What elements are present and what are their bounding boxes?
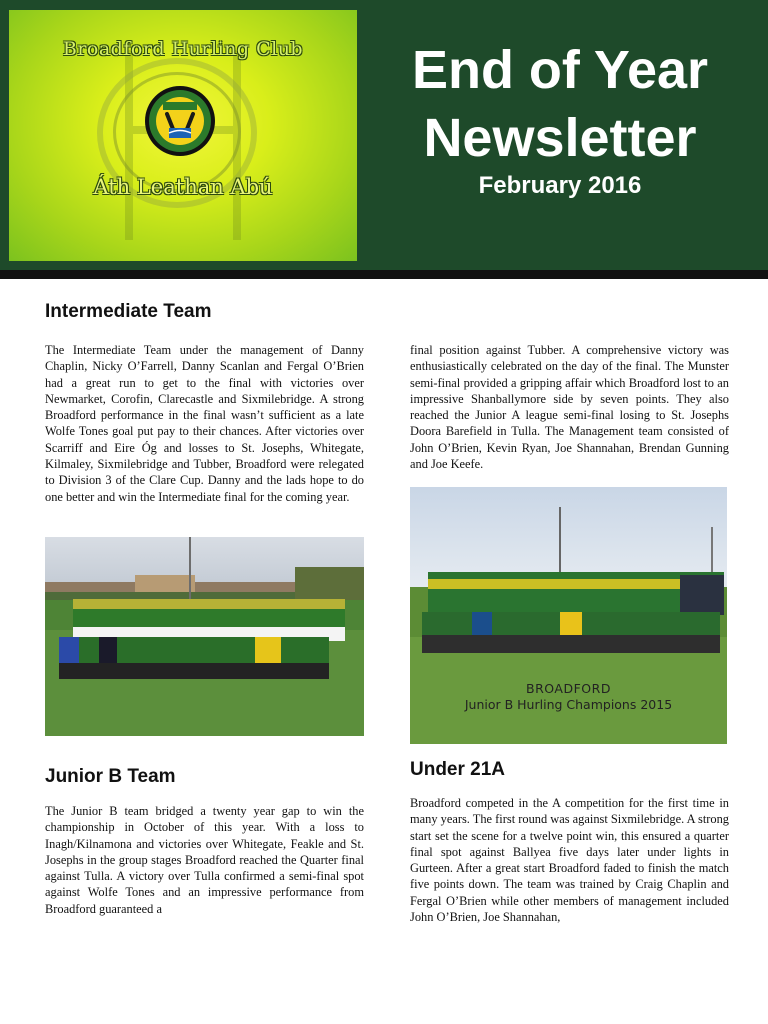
club-crest-icon — [143, 84, 217, 158]
photo-caption-team: BROADFORD — [526, 681, 611, 696]
intermediate-team-photo-graphic — [45, 537, 364, 736]
under21-body: Broadford competed in the A competition for the first time in many years. The first round was against Sixmilebridge. A strong start set the scene for a twelve point win, this ensured a quarter final spot against Ballyea five days later under lights in Gurteen. After a great start Broadford faded to finish the match five points down. The team was trained by Craig Chaplin and Fergal O’Brien while other members of management included John O’Brien, Joe Shannahan, — [410, 796, 729, 925]
club-motto-logo-text: Áth Leathan Abú — [93, 175, 273, 199]
header-divider-bar — [0, 270, 768, 279]
back-row-players — [73, 599, 345, 641]
title-line-1: End of Year — [411, 40, 709, 100]
junior-b-body-part1: The Junior B team bridged a twenty year gap to win the championship in October of this year. With a loss to Inagh/Kilnamona and victories over Whitegate, Feakle and St. Josephs in the group stages Broadford reached the Quarter final against Tulla. A victory over Tulla confirmed a semi-final spot against Wolfe Tones and an impressive performance from Broadford guaranteed a — [45, 804, 364, 916]
header-banner — [0, 0, 768, 270]
team-front-row — [422, 612, 720, 653]
intermediate-team-photo — [45, 537, 364, 736]
junior-b-heading: Junior B Team — [45, 766, 176, 787]
title-line-2: Newsletter — [423, 108, 697, 168]
team-back-row — [428, 572, 724, 615]
junior-b-body-part2: final position against Tubber. A comprehensive victory was enthusiastically celebrated on the day of the final. The Munster semi-final provided a gripping affair which Broadford lost to an impressive Shanballymore side by seven points. They also reached the Junior A league semi-final losing to St. Josephs Doora Barefield in Tulla. The Management team consisted of John O’Brien, Kevin Ryan, Joe Shannahan, Brendan Gunning and Joe Keefe. — [410, 343, 729, 472]
club-name-logo-text: Broadford Hurling Club — [62, 38, 304, 60]
junior-b-champions-photo — [410, 487, 727, 744]
club-logo-panel — [9, 10, 357, 261]
newsletter-date: February 2016 — [478, 172, 642, 199]
front-row-players — [59, 637, 329, 679]
newsletter-title — [380, 36, 740, 172]
intermediate-heading: Intermediate Team — [45, 301, 212, 322]
intermediate-body: The Intermediate Team under the management of Danny Chaplin, Nicky O’Farrell, Danny Scanlan and Fergal O’Brien had a great run to get to the final with victories over Newmarket, Corofin, Clarecastle and Sixmilebridge. A strong Broadford performance in the final wasn’t sufficient as a late Wolfe Tones goal put pay to their chances. After victories over Scarriff and Eire Óg and losses to St. Josephs, Whitegate, Kilmaley, Sixmilebridge and Tubber, Broadford were relegated to Division 3 of the Clare Cup. Danny and the lads hope to do one better and win the Intermediate final for the coming year. — [45, 343, 364, 504]
under21-heading: Under 21A — [410, 759, 506, 780]
photo-caption-title: Junior B Hurling Champions 2015 — [464, 697, 673, 712]
